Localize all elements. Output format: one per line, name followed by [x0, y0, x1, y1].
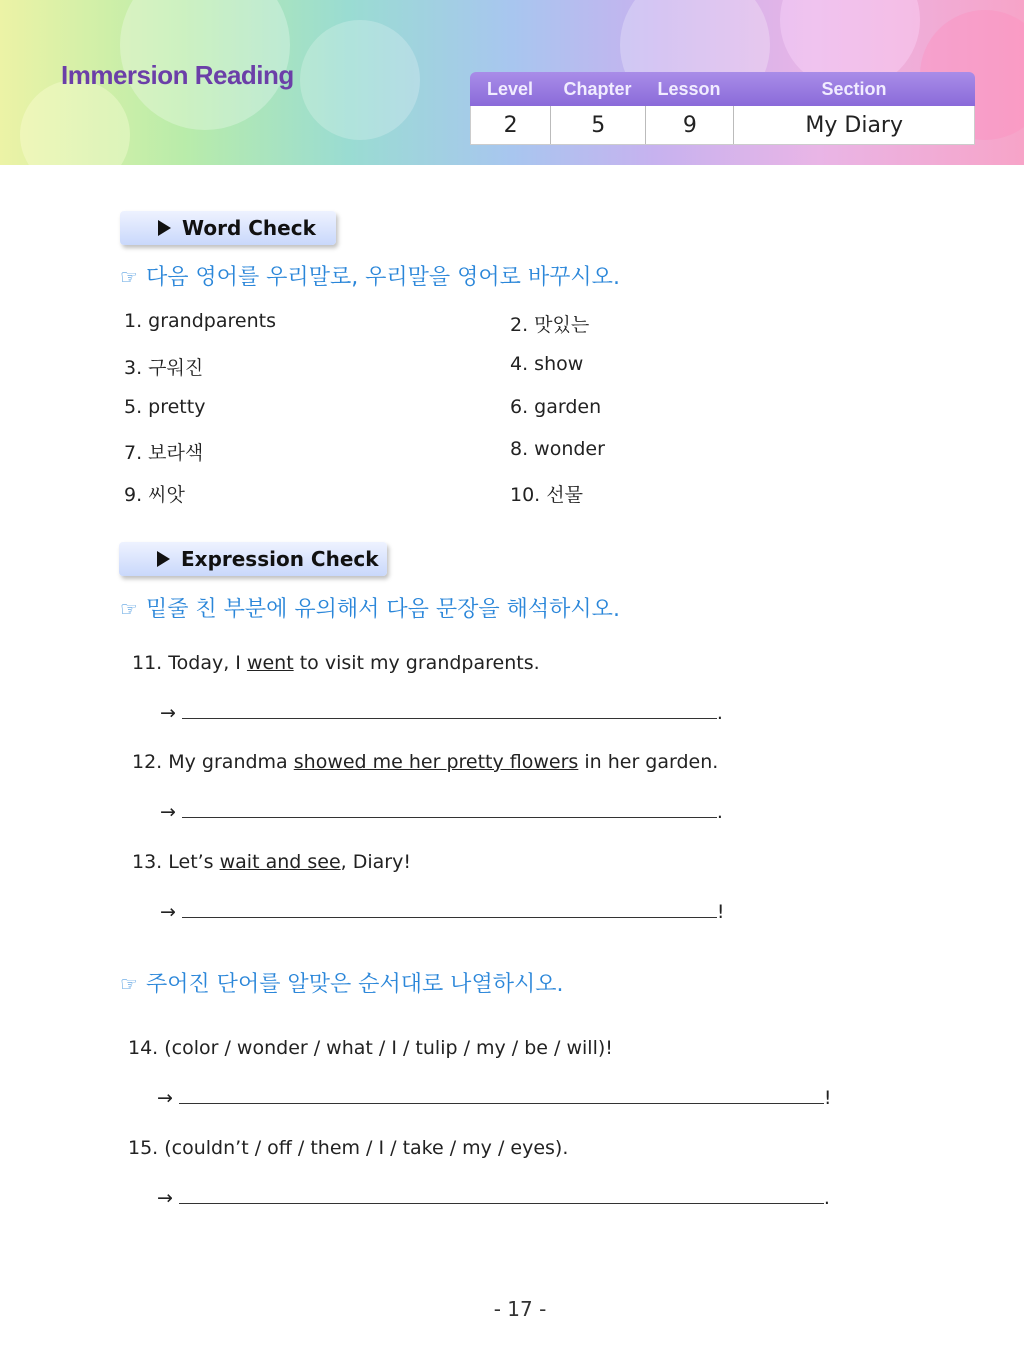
lesson-info-header [470, 72, 975, 106]
word-item: 3. 구워진 [124, 357, 204, 379]
question-14: 14. (color / wonder / what / I / tulip / my / be / will)! [128, 1037, 613, 1059]
answer-line-15[interactable] [157, 1187, 830, 1209]
word-item: 2. 맛있는 [510, 314, 590, 336]
blank-line [182, 803, 717, 818]
word-item: 6. garden [510, 396, 602, 418]
end-punct: ! [823, 1087, 832, 1109]
answer-line-12[interactable] [160, 801, 723, 823]
end-punct: . [716, 801, 723, 823]
pointing-hand-icon: ☞ [120, 265, 138, 289]
question-12 [132, 751, 718, 773]
word-item: 9. 씨앗 [124, 484, 185, 506]
blank-line [179, 1189, 824, 1204]
answer-line-13[interactable] [160, 901, 725, 923]
page-number: - 17 - [493, 1297, 547, 1321]
header-banner [0, 0, 1024, 165]
question-text: , Diary! [340, 851, 411, 873]
blank-line [179, 1089, 824, 1104]
play-triangle-icon [158, 220, 171, 236]
underlined-phrase: showed me her pretty flowers [293, 751, 579, 773]
instruction-text: 밑줄 친 부분에 유의해서 다음 문장을 해석하시오. [145, 597, 620, 622]
pointing-hand-icon: ☞ [120, 972, 138, 996]
answer-line-11[interactable] [160, 702, 723, 724]
arrow-icon: → [160, 702, 176, 724]
word-check-text: Word Check [182, 216, 316, 240]
end-punct: . [823, 1187, 830, 1209]
end-punct: . [716, 702, 723, 724]
question-text: 13. Let’s [132, 851, 220, 873]
question-11 [132, 652, 540, 674]
ordering-instruction [120, 967, 563, 998]
end-punct: ! [716, 901, 725, 923]
arrow-icon: → [160, 801, 176, 823]
word-check-instruction [120, 260, 620, 291]
decor-bubble [20, 80, 130, 165]
page-title: Immersion Reading [61, 60, 294, 90]
blank-line [182, 903, 717, 918]
arrow-icon: → [160, 901, 176, 923]
underlined-phrase: wait and see [219, 851, 341, 873]
question-15: 15. (couldn’t / off / them / I / take / my / eyes). [128, 1137, 569, 1159]
lesson-info-table [470, 72, 975, 145]
question-text: 12. My grandma [132, 751, 294, 773]
value-lesson: 9 [646, 106, 734, 144]
instruction-text: 주어진 단어를 알맞은 순서대로 나열하시오. [145, 972, 564, 997]
word-item: 4. show [510, 353, 584, 375]
header-lesson: Lesson [657, 78, 721, 99]
pointing-hand-icon: ☞ [120, 597, 138, 621]
question-text: in her garden. [578, 751, 719, 773]
question-text: to visit my grandparents. [293, 652, 540, 674]
arrow-icon: → [157, 1187, 173, 1209]
answer-line-14[interactable] [157, 1087, 832, 1109]
word-item: 10. 선물 [510, 484, 583, 506]
underlined-phrase: went [246, 652, 294, 674]
question-13 [132, 851, 411, 873]
value-level: 2 [471, 106, 551, 144]
word-item: 1. grandparents [124, 310, 276, 332]
value-section: My Diary [805, 112, 903, 138]
expression-check-label [119, 542, 387, 576]
decor-bubble [300, 20, 420, 140]
expression-check-text: Expression Check [181, 547, 379, 571]
word-item: 5. pretty [124, 396, 206, 418]
header-level: Level [486, 78, 534, 99]
header-chapter: Chapter [563, 78, 632, 99]
lesson-info-values [470, 106, 975, 145]
word-check-label [120, 211, 336, 245]
word-item: 7. 보라색 [124, 442, 204, 464]
expression-check-instruction [120, 592, 620, 623]
play-triangle-icon [157, 551, 170, 567]
instruction-text: 다음 영어를 우리말로, 우리말을 영어로 바꾸시오. [145, 265, 620, 290]
blank-line [182, 704, 717, 719]
value-chapter: 5 [551, 106, 646, 144]
word-item: 8. wonder [510, 438, 605, 460]
header-section: Section [821, 78, 887, 99]
arrow-icon: → [157, 1087, 173, 1109]
question-text: 11. Today, I [132, 652, 247, 674]
